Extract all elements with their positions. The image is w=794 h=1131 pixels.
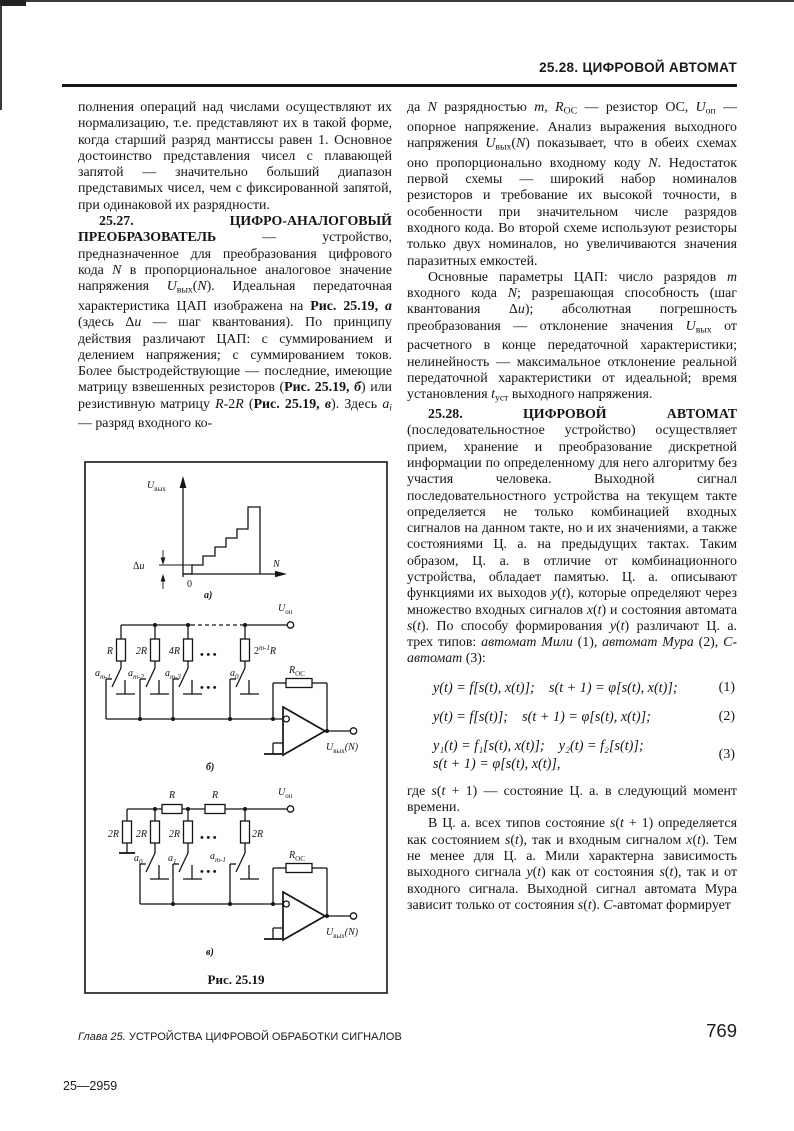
- staircase-curve: [183, 507, 260, 574]
- vref-terminal: [287, 806, 293, 812]
- vref-label: $U_{оп}$: [278, 787, 293, 800]
- paragraph-automata-comparison: В Ц. а. всех типов состояние s(t + 1) определяется как состоянием s(t), так и входным сигналом x(t). Тем не менее для Ц. а. Мили характерна зависимость выходного сигнала y(t) как от состояния s(t), так и от входного сигнала. Выходной сигнал автомата Мура зависит только от состояния s(t). С-автомат формирует: [407, 816, 738, 913]
- output-terminal: [350, 913, 356, 919]
- paragraph-where-clause: где s(t + 1) — состояние Ц. а. в следующий момент времени.: [407, 783, 737, 816]
- subfigure-b-label: б): [206, 762, 215, 773]
- dimension-arrow-up-icon: [161, 574, 166, 582]
- resistor-label-r2: 2R: [135, 646, 147, 657]
- switch-label-am3: $a_{m-3}$: [165, 668, 181, 681]
- figure-caption: Рис. 25.19: [207, 972, 265, 987]
- shunt-resistor-label-2: 2R: [135, 829, 147, 840]
- output-voltage-label: $U_{вых}(N)$: [326, 742, 359, 755]
- paragraph-dac-parameters: Основные параметры ЦАП: число разрядов m входного кода N; разрешающая способность (шаг квантования Δu); абсолютная погрешность преобразования — отклонение значения Uвых от расчетного в конце передаточной характеристики; нелинейность — максимальное отклонение реальной передаточной характеристики от идеальной; время установления tуст выходного напряжения.: [407, 269, 737, 404]
- ellipsis-icon: •••: [200, 682, 220, 694]
- dac-figure-drawing: [84, 461, 389, 996]
- opamp-icon: [283, 707, 325, 755]
- switch-label-a0: $a_0$: [230, 668, 239, 681]
- footer-chapter-label: Глава 25.: [78, 1031, 126, 1043]
- opamp-icon: [283, 892, 325, 940]
- paragraph-continuation: полнения операций над числами осуществляют их нормализацию, т.е. представляют их в такой форме, когда старший разряд мантиссы равен 1. Основное достоинство представления чисел с плавающей запятой — значительно больший диапазон представимых чисел, чем с фиксированной запятой, при одинаковой их разрядности.: [78, 100, 392, 213]
- equation-number: (2): [718, 708, 735, 724]
- equation-number: (3): [718, 746, 735, 762]
- circuit-r2r-ladder-dac: [108, 787, 359, 958]
- y-axis-label: $U_{вых}$: [147, 480, 166, 493]
- output-voltage-label: $U_{вых}(N)$: [326, 927, 359, 940]
- equation-number: (1): [718, 679, 735, 695]
- circuit-weighted-resistor-dac: [95, 603, 359, 773]
- resistor-label-r4: 2$^{m-1}$R: [254, 644, 276, 657]
- footer-chapter-title: [78, 1031, 402, 1043]
- equation-text: y(t) = f[s(t)]; s(t + 1) = φ[s(t), x(t)];: [433, 708, 651, 725]
- equation-text: y₁(t) = f₁[s(t), x(t)]; y₂(t) = f₂[s(t)];: [433, 737, 644, 754]
- inverting-input-icon: [283, 716, 289, 722]
- shunt-resistor-label-1: 2R: [107, 829, 119, 840]
- resistor-label-r3: 4R: [168, 646, 180, 657]
- scan-edge-corner: [0, 0, 26, 6]
- x-axis-label: N: [273, 559, 280, 570]
- ellipsis-icon: •••: [200, 832, 220, 844]
- equation-mealy: [407, 679, 737, 697]
- paragraph-section-25-27: 25.27. ЦИФРО-АНАЛОГОВЫЙ ПРЕОБРАЗОВАТЕЛЬ — устройство, предназначенное для преобразования цифрового кода N в пропорциональное аналоговое значение напряжения Uвых(N). Идеальная передаточная характеристика ЦАП изображена на Рис. 25.19, а (здесь Δu — шаг квантования). По принципу действия различают ЦАП: с суммированием и делением напряжения; с суммированием токов. Более быстродействующие — последние, имеющие матрицу взвешенных резисторов (Рис. 25.19, б) или резистивную матрицу R-2R (Рис. 25.19, в). Здесь ai — разряд входного ко-: [78, 214, 392, 432]
- switch-label-a1: $a_1$: [168, 853, 177, 866]
- shunt-resistor-label-4: 2R: [252, 829, 264, 840]
- feedback-resistor-label: $R_{ОС}$: [289, 850, 305, 863]
- x-axis-arrow-icon: [275, 571, 287, 577]
- print-signature-code: 25—2959: [63, 1079, 118, 1093]
- footer-chapter-text: УСТРОЙСТВА ЦИФРОВОЙ ОБРАБОТКИ СИГНАЛОВ: [125, 1031, 402, 1043]
- series-resistor-label-1: R: [168, 790, 176, 801]
- paragraph-continuation: да N разрядностью m, RОС — резистор ОС, Uоп — опорное напряжение. Анализ выражения выходного напряжения Uвых(N) показывает, что в обеих схемах оно пропорционально входному коду N. Недостаток первой схемы — широкий набор номиналов резисторов и требование их высокой точности, в особенности при значительном числе разрядов входного кода. Во второй схеме используют резисторы только двух номиналов, но увеличиваются значения паразитных емкостей.: [407, 100, 737, 269]
- feedback-resistor-label: $R_{ОС}$: [289, 665, 305, 678]
- running-head: 25.28. ЦИФРОВОЙ АВТОМАТ: [539, 60, 737, 75]
- series-resistor-label-2: R: [211, 790, 219, 801]
- right-column: [407, 100, 737, 914]
- switch-label-am1: $a_{m-1}$: [95, 668, 111, 681]
- equation-text: s(t + 1) = φ[s(t), x(t)],: [433, 755, 561, 772]
- equation-c-automaton: [407, 737, 737, 773]
- resistor-label-r1: R: [106, 646, 113, 657]
- ellipsis-icon: •••: [200, 866, 220, 878]
- figure-border: [85, 462, 387, 993]
- origin-label: 0: [187, 579, 192, 590]
- switch-label-am1: $a_{m-1}$: [210, 851, 226, 864]
- quantization-step-label: Δu: [133, 561, 145, 572]
- ellipsis-icon: •••: [200, 649, 220, 661]
- header-rule: [62, 84, 737, 87]
- equation-text: y(t) = f[s(t), x(t)]; s(t + 1) = φ[s(t), x(t)];: [433, 679, 678, 696]
- figure-25-19: [84, 461, 389, 996]
- switch-label-am2: $a_{m-2}$: [128, 668, 144, 681]
- dimension-arrow-down-icon: [161, 558, 166, 566]
- plot-transfer-characteristic: [133, 476, 287, 601]
- y-axis-arrow-icon: [180, 476, 187, 488]
- equation-moore: [407, 708, 737, 726]
- shunt-resistor-label-3: 2R: [168, 829, 180, 840]
- vref-terminal: [287, 622, 293, 628]
- switch-label-a0: $a_0$: [134, 853, 143, 866]
- scan-edge-left: [0, 0, 2, 110]
- scan-edge-top: [0, 0, 794, 2]
- page-number: 769: [706, 1020, 737, 1041]
- output-terminal: [350, 728, 356, 734]
- inverting-input-icon: [283, 901, 289, 907]
- subfigure-a-label: а): [204, 590, 213, 601]
- vref-label: $U_{оп}$: [278, 603, 293, 616]
- subfigure-c-label: в): [206, 947, 214, 958]
- paragraph-section-25-28: 25.28. ЦИФРОВОЙ АВТОМАТ (последовательностное устройство) осуществляет прием, хранение и преобразование дискретной информации по определенному для него алгоритму без участия человека. Выходной сигнал последовательностного устройства на текущем такте определяется не только комбинацией входных сигналов на данном такте, но и их значениями, а также состояниями Ц. а. на предыдущих тактах. Таким образом, Ц. а. в отличие от комбинационного устройства, обладает памятью. Ц. а. описывают функциями их выходов y(t), которые определяют через множество входных сигналов x(t) и состояния автомата s(t). По способу формирования y(t) различают Ц. а. трех типов: автомат Мили (1), автомат Мура (2), С-автомат (3):: [407, 407, 738, 667]
- left-column: [78, 100, 392, 433]
